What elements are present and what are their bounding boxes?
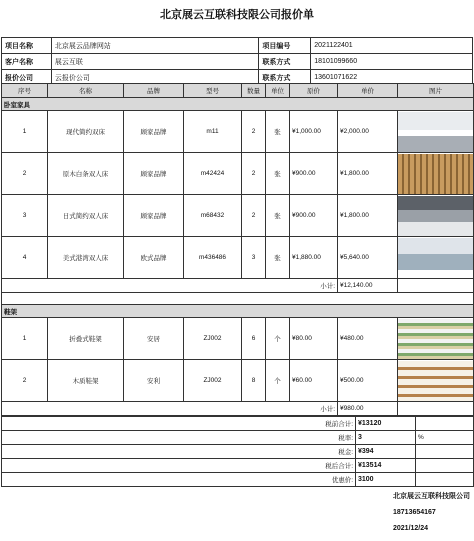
cell-orig: ¥900.00 [290,153,338,195]
summary-row [2,459,474,473]
cell-brand: 安居 [124,318,184,360]
cell-picture [398,237,474,279]
cell-model: m68432 [184,195,242,237]
summary-table [1,416,474,487]
footer-company: 北京展云互联科技限公司 [393,493,470,500]
cell-no: 3 [2,195,48,237]
cell-no: 2 [2,153,48,195]
cell-name: 日式简约双人床 [48,195,124,237]
cell-model: m11 [184,111,242,153]
cell-unit: 个 [266,318,290,360]
cell-brand: 欧式品牌 [124,237,184,279]
cell-orig: ¥1,000.00 [290,111,338,153]
blank-cell [398,402,474,416]
cell-name: 原木白条双人床 [48,153,124,195]
summary-row [2,417,474,431]
cell-qty: 2 [242,111,266,153]
cell-name: 美式港湾双人床 [48,237,124,279]
cell-price: ¥1,800.00 [338,195,398,237]
cell-unit: 张 [266,195,290,237]
column-header: 型号 [184,84,242,98]
cell-price: ¥1,800.00 [338,153,398,195]
cell-picture [398,153,474,195]
column-header: 品牌 [124,84,184,98]
section-row [2,98,474,111]
cell-model: ZJ002 [184,360,242,402]
summary-label: 优惠价: [2,473,356,487]
subtotal-label: 小计: [2,279,338,293]
cell-model: ZJ002 [184,318,242,360]
cell-picture [398,360,474,402]
info-label: 项目名称 [2,38,52,54]
table-row [2,153,474,195]
cell-brand: 顾家品牌 [124,195,184,237]
subtotal-label: 小计: [2,402,338,416]
summary-label: 税前合计: [2,417,356,431]
cell-picture [398,318,474,360]
info-value: 18101099660 [311,54,473,70]
summary-label: 税金: [2,445,356,459]
spacer-row [2,293,474,305]
info-label: 联系方式 [259,70,311,86]
shoe-rack-photo [398,319,473,359]
section-title: 鞋架 [2,305,474,318]
info-row [2,38,473,54]
summary-label: 税后合计: [2,459,356,473]
items-table [1,83,474,416]
cell-name: 木质鞋架 [48,360,124,402]
summary-suffix [416,459,474,473]
info-value: 13601071622 [311,70,473,86]
cell-brand: 顾家品牌 [124,153,184,195]
cell-brand: 安利 [124,360,184,402]
cell-unit: 张 [266,153,290,195]
column-header: 序号 [2,84,48,98]
cell-price: ¥500.00 [338,360,398,402]
cell-price: ¥480.00 [338,318,398,360]
column-header: 原价 [290,84,338,98]
cell-qty: 6 [242,318,266,360]
cell-brand: 顾家品牌 [124,111,184,153]
cell-orig: ¥80.00 [290,318,338,360]
summary-row [2,445,474,459]
footer-date: 2021/12/24 [393,525,429,532]
info-value: 北京展云品牌网站 [51,38,258,54]
footer-phone: 18713654167 [393,509,436,516]
cell-no: 2 [2,360,48,402]
summary-value: ¥13514 [356,459,416,473]
column-header: 图片 [398,84,474,98]
bed-photo [398,112,473,152]
table-row [2,360,474,402]
info-value: 2021122401 [311,38,473,54]
cell-picture [398,111,474,153]
subtotal-value: ¥12,140.00 [338,279,398,293]
slat-bed-photo [398,154,473,194]
summary-label: 税率: [2,431,356,445]
info-label: 客户名称 [2,54,52,70]
summary-suffix [416,445,474,459]
cell-name: 现代简约双床 [48,111,124,153]
table-row [2,318,474,360]
footer [393,489,470,537]
subtotal-value: ¥980.00 [338,402,398,416]
column-header: 名称 [48,84,124,98]
column-header: 单价 [338,84,398,98]
cell-qty: 8 [242,360,266,402]
info-row [2,54,473,70]
column-header: 单位 [266,84,290,98]
summary-value: ¥394 [356,445,416,459]
subtotal-row [2,402,474,416]
cell-model: m42424 [184,153,242,195]
info-value: 云报价公司 [51,70,258,86]
cell-price: ¥5,640.00 [338,237,398,279]
info-label: 联系方式 [259,54,311,70]
summary-value: 3 [356,431,416,445]
cell-qty: 2 [242,153,266,195]
grey-bed-photo [398,196,473,236]
cell-no: 1 [2,318,48,360]
cell-picture [398,195,474,237]
subtotal-row [2,279,474,293]
cell-name: 折叠式鞋架 [48,318,124,360]
cell-orig: ¥60.00 [290,360,338,402]
section-title: 卧室家具 [2,98,474,111]
wood-rack-photo [398,361,473,401]
blank-cell [398,279,474,293]
cell-qty: 2 [242,195,266,237]
info-value: 展云互联 [51,54,258,70]
cell-price: ¥2,000.00 [338,111,398,153]
summary-suffix [416,417,474,431]
cell-unit: 张 [266,111,290,153]
summary-row [2,473,474,487]
table-row [2,237,474,279]
cell-no: 1 [2,111,48,153]
table-header-row [2,84,474,98]
section-row [2,305,474,318]
table-row [2,195,474,237]
summary-suffix: % [416,431,474,445]
summary-suffix [416,473,474,487]
summary-value: ¥13120 [356,417,416,431]
summary-value: 3100 [356,473,416,487]
summary-row [2,431,474,445]
project-info-table [1,37,473,86]
info-label: 报价公司 [2,70,52,86]
cell-unit: 张 [266,237,290,279]
cell-model: m436486 [184,237,242,279]
table-row [2,111,474,153]
info-label: 项目编号 [259,38,311,54]
page-title: 北京展云互联科技限公司报价单 [160,9,314,21]
cell-no: 4 [2,237,48,279]
cell-orig: ¥900.00 [290,195,338,237]
sofa-photo [398,238,473,278]
cell-qty: 3 [242,237,266,279]
cell-orig: ¥1,880.00 [290,237,338,279]
column-header: 数量 [242,84,266,98]
spacer-cell [2,293,474,305]
cell-unit: 个 [266,360,290,402]
